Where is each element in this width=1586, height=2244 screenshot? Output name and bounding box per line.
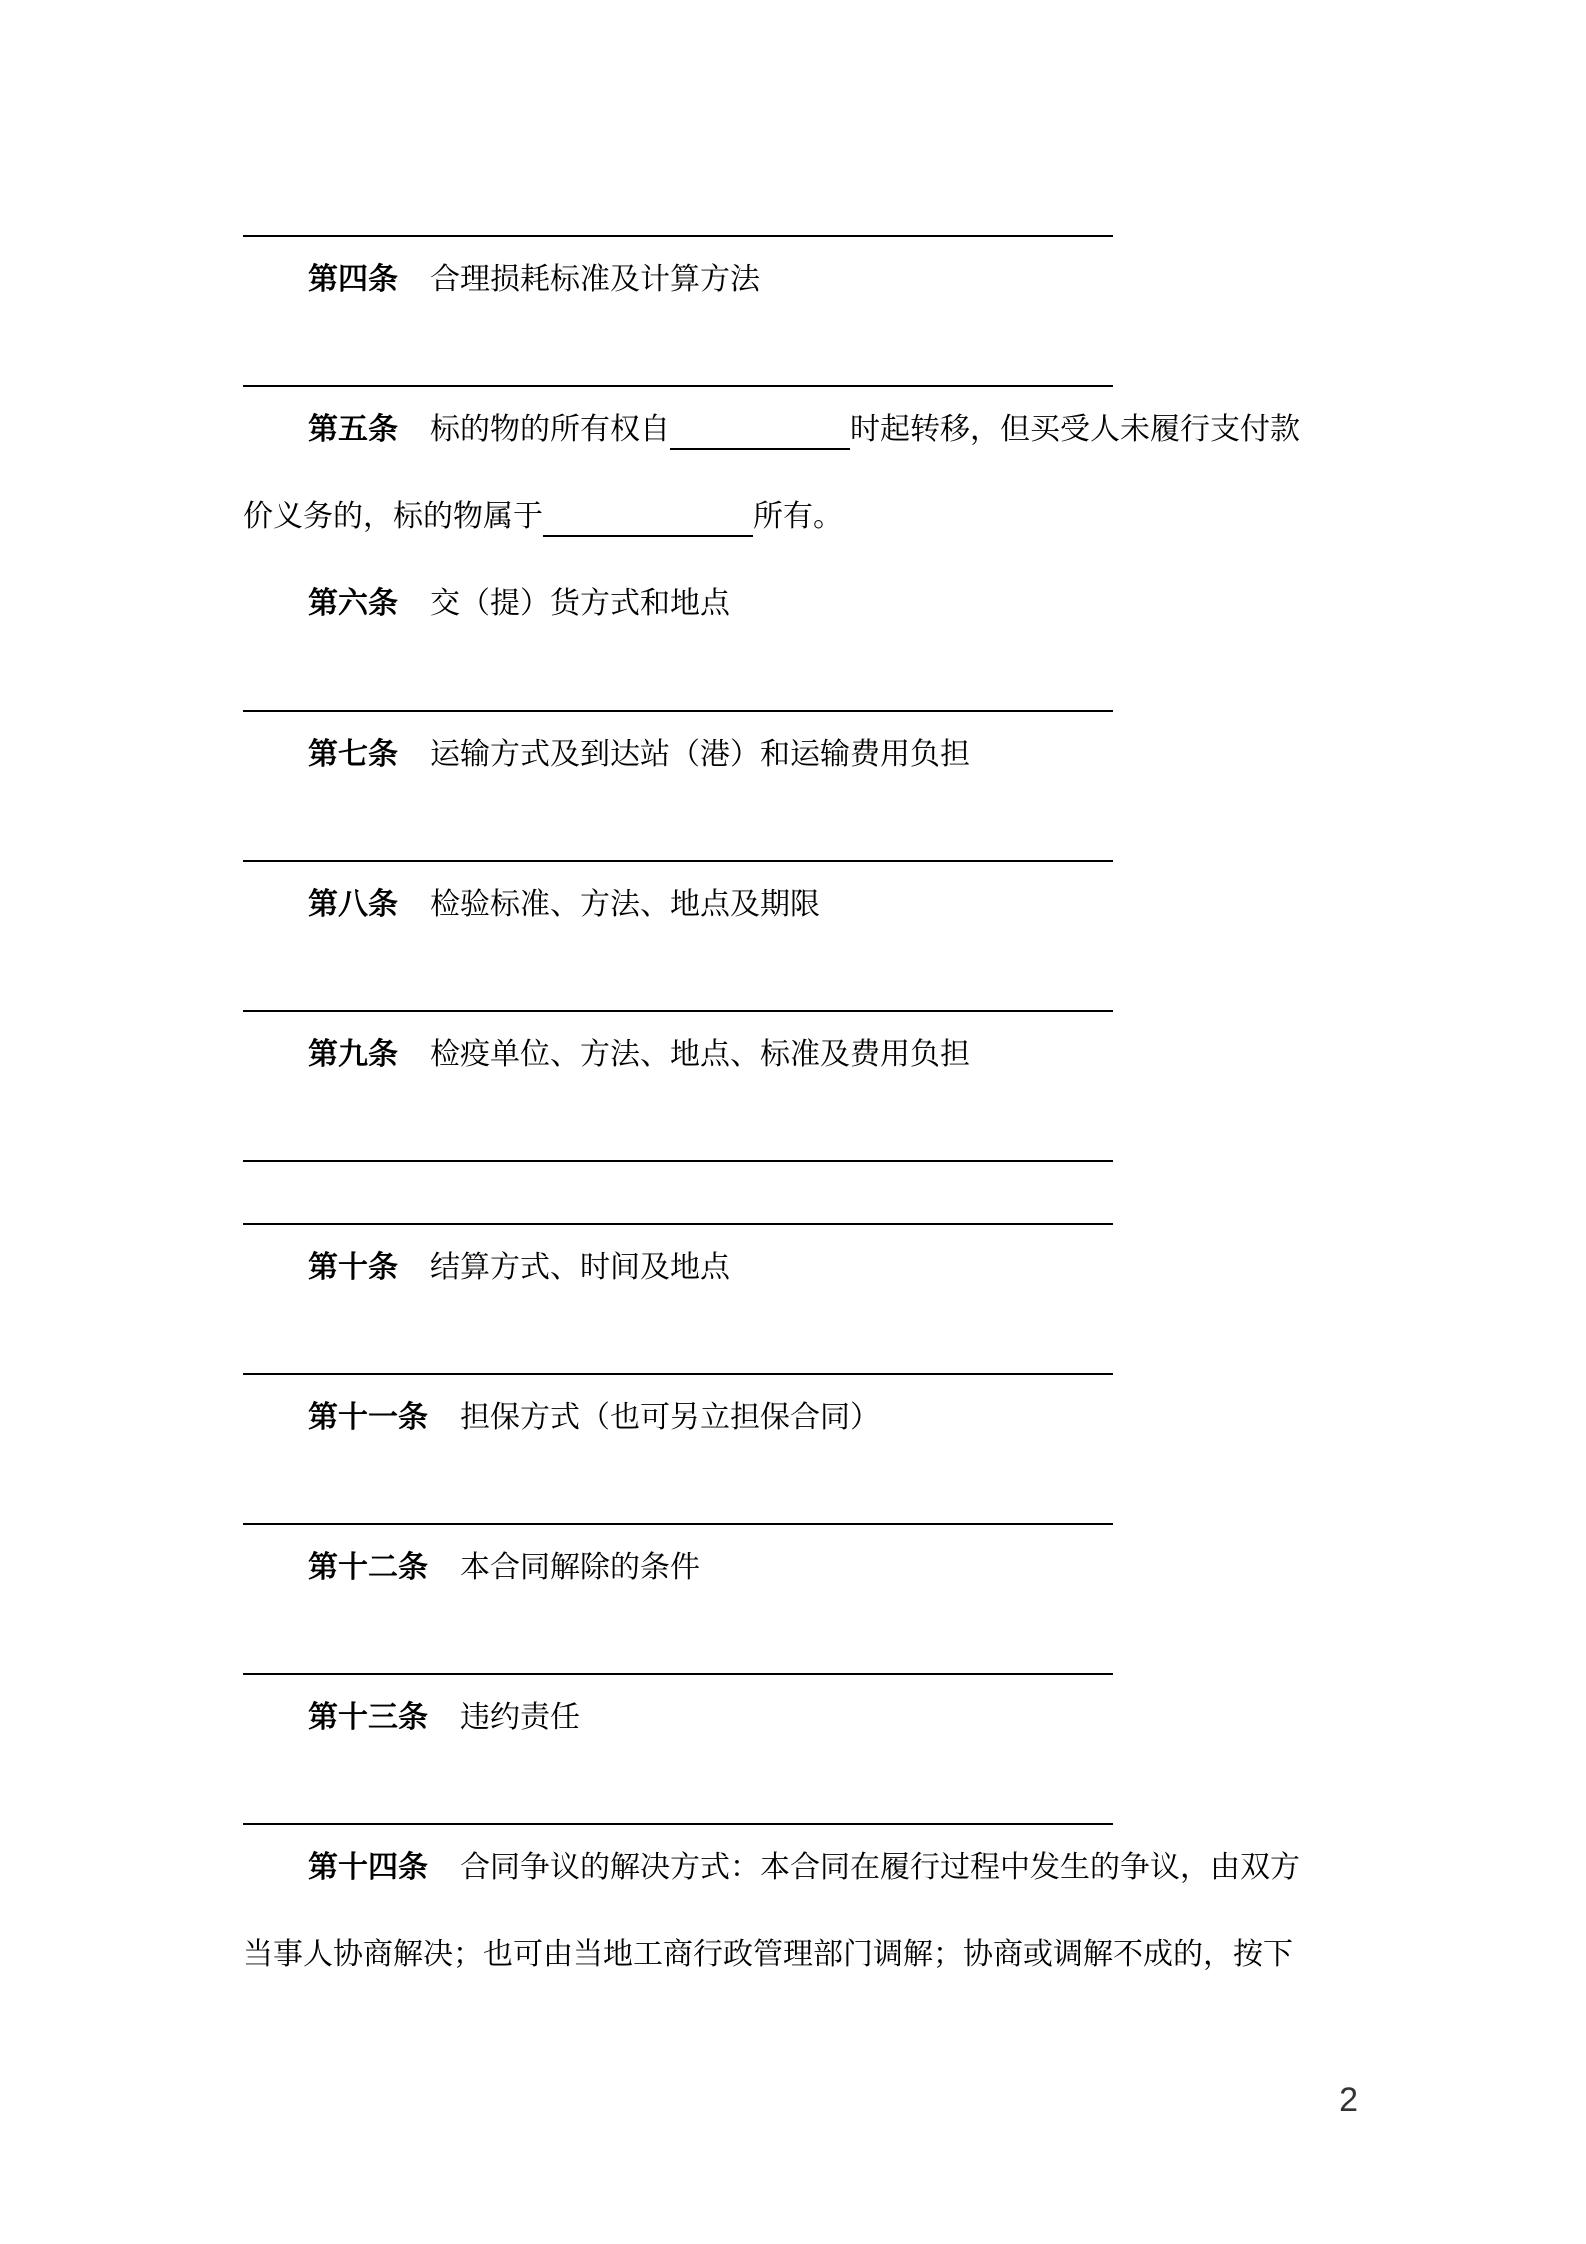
- clause-13-text: 违约责任: [460, 1700, 580, 1735]
- clause-4-label: 第四条: [308, 262, 398, 297]
- clause-5-label: 第五条: [308, 412, 398, 447]
- clause-8-text: 检验标准、方法、地点及期限: [430, 887, 820, 922]
- clause-4-text: 合理损耗标准及计算方法: [430, 262, 760, 297]
- clause-12-text: 本合同解除的条件: [460, 1550, 700, 1585]
- clause-5-line2-before: 价义务的，标的物属于: [243, 499, 543, 534]
- clause-14-text: 合同争议的解决方式：本合同在履行过程中发生的争议，由双方: [460, 1850, 1300, 1885]
- clause-10-text: 结算方式、时间及地点: [430, 1250, 730, 1285]
- clause-14-line2: 当事人协商解决；也可由当地工商行政管理部门调解；协商或调解不成的，按下: [243, 1937, 1293, 1972]
- blank-line-clause-9-a[interactable]: [243, 1160, 1113, 1162]
- clause-9: [243, 1035, 1423, 1075]
- ownership-transfer-blank[interactable]: [670, 414, 850, 450]
- clause-14-line-2: [243, 1935, 1358, 1975]
- blank-line-clause-6[interactable]: [243, 710, 1113, 712]
- page-number: 2: [1339, 2081, 1358, 2119]
- clause-5-line-1: [243, 410, 1423, 450]
- clause-11: [243, 1398, 1423, 1438]
- ownership-belongs-blank[interactable]: [543, 501, 753, 537]
- clause-11-text: 担保方式（也可另立担保合同）: [460, 1400, 880, 1435]
- clause-7: [243, 735, 1423, 775]
- clause-14-label: 第十四条: [308, 1850, 428, 1885]
- clause-9-text: 检疫单位、方法、地点、标准及费用负担: [430, 1037, 970, 1072]
- clause-12-label: 第十二条: [308, 1550, 428, 1585]
- clause-6-text: 交（提）货方式和地点: [430, 586, 730, 621]
- blank-line-clause-3[interactable]: [243, 235, 1113, 237]
- clause-8-label: 第八条: [308, 887, 398, 922]
- clause-7-label: 第七条: [308, 737, 398, 772]
- blank-line-clause-8[interactable]: [243, 1010, 1113, 1012]
- clause-11-label: 第十一条: [308, 1400, 428, 1435]
- blank-line-clause-10[interactable]: [243, 1373, 1113, 1375]
- blank-line-clause-12[interactable]: [243, 1673, 1113, 1675]
- clause-5-line2-after: 所有。: [753, 499, 843, 534]
- blank-line-clause-11[interactable]: [243, 1523, 1113, 1525]
- clause-7-text: 运输方式及到达站（港）和运输费用负担: [430, 737, 970, 772]
- blank-line-clause-7[interactable]: [243, 860, 1113, 862]
- clause-10: [243, 1248, 1423, 1288]
- clause-8: [243, 885, 1423, 925]
- clause-13-label: 第十三条: [308, 1700, 428, 1735]
- blank-line-clause-4[interactable]: [243, 385, 1113, 387]
- clause-4: [243, 260, 1423, 300]
- clause-5-text-before: 标的物的所有权自: [430, 412, 670, 447]
- blank-line-clause-9-b[interactable]: [243, 1223, 1113, 1225]
- clause-5-line-2: [243, 497, 1358, 537]
- clause-12: [243, 1548, 1423, 1588]
- clause-5-text-after: 时起转移，但买受人未履行支付款: [850, 412, 1300, 447]
- clause-9-label: 第九条: [308, 1037, 398, 1072]
- clause-10-label: 第十条: [308, 1250, 398, 1285]
- clause-14-line-1: [243, 1848, 1423, 1888]
- clause-6: [243, 584, 1423, 624]
- blank-line-clause-13[interactable]: [243, 1823, 1113, 1825]
- clause-6-label: 第六条: [308, 586, 398, 621]
- clause-13: [243, 1698, 1423, 1738]
